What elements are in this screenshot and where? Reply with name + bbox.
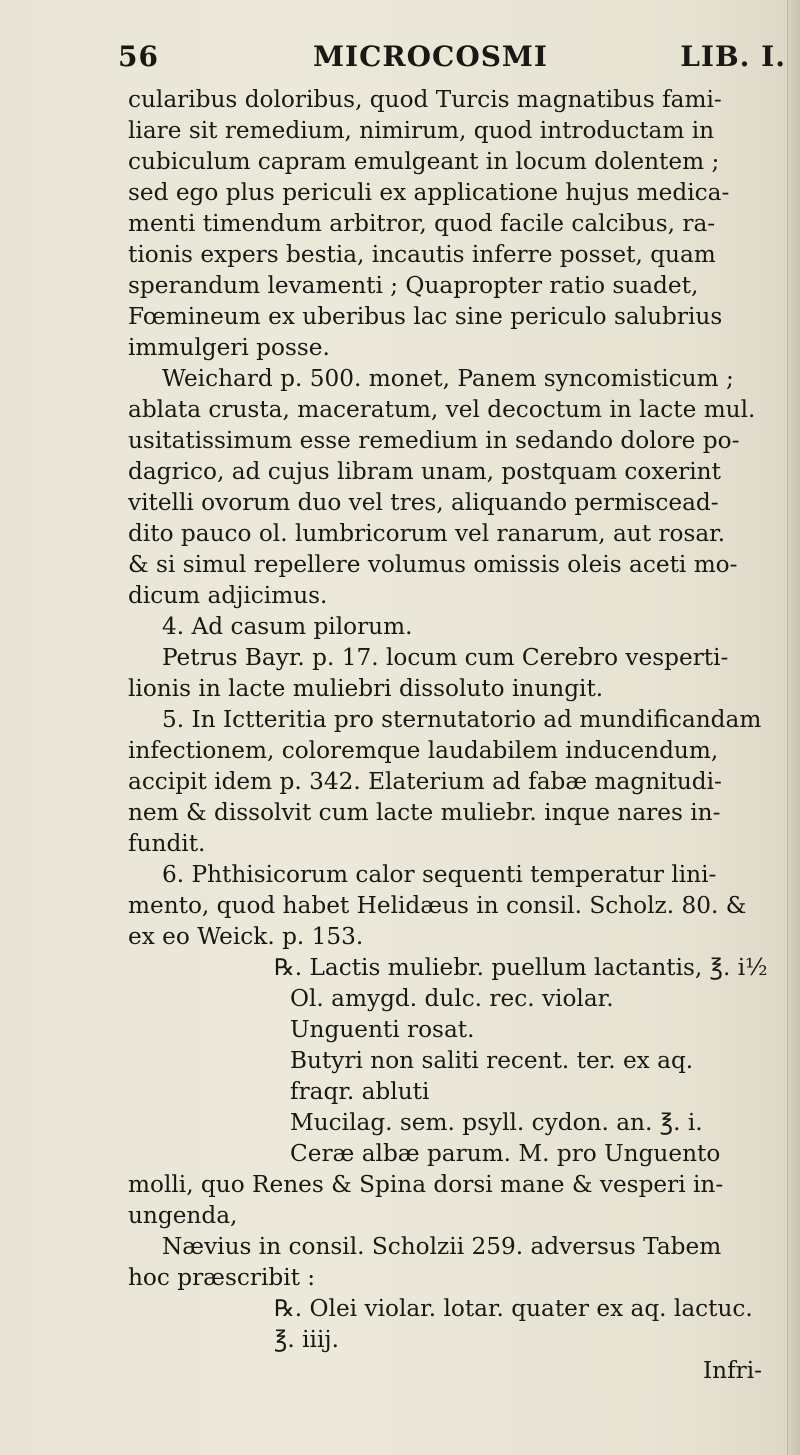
text-line: menti timendum arbitror, quod facile calcibus, ra-	[128, 210, 716, 237]
text-line: 5. In Ictteritia pro sternutatorio ad mundificandam	[162, 706, 762, 733]
text-line: usitatissimum esse remedium in sedando dolore po-	[128, 427, 740, 454]
text-line: accipit idem p. 342. Elaterium ad fabæ magnitudi-	[128, 768, 722, 795]
page-header	[118, 40, 790, 80]
text-line: sperandum levamenti ; Quapropter ratio suadet,	[128, 272, 699, 299]
recipe-line: fraqr. abluti	[290, 1078, 430, 1105]
text-line: mento, quod habet Helidæus in consil. Scholz. 80. &	[128, 892, 747, 919]
recipe-line: ℞. Lactis muliebr. puellum lactantis, ℥. i½	[274, 954, 768, 981]
text-line: liare sit remedium, nimirum, quod introductam in	[128, 117, 715, 144]
body-text	[128, 84, 790, 1386]
text-line: lionis in lacte muliebri dissoluto inungit.	[128, 675, 604, 702]
running-title: MICROCOSMI	[313, 40, 549, 73]
recipe-line: ℥. iiij.	[274, 1326, 339, 1353]
recipe-line: Mucilag. sem. psyll. cydon. an. ℥. i.	[290, 1109, 703, 1136]
section-heading: 4. Ad casum pilorum.	[162, 613, 413, 640]
text-line: Petrus Bayr. p. 17. locum cum Cerebro vesperti-	[162, 644, 729, 671]
text-line: ungenda,	[128, 1202, 238, 1229]
text-line: nem & dissolvit cum lacte muliebr. inque nares in-	[128, 799, 721, 826]
recipe-line: Unguenti rosat.	[290, 1016, 475, 1043]
recipe-line: Ol. amygd. dulc. rec. violar.	[290, 985, 614, 1012]
text-line: Fœmineum ex uberibus lac sine periculo salubrius	[128, 303, 723, 330]
page-number: 56	[118, 40, 159, 73]
text-line: dagrico, ad cujus libram unam, postquam coxerint	[128, 458, 721, 485]
recipe-line: ℞. Olei violar. lotar. quater ex aq. lactuc.	[274, 1295, 753, 1322]
text-line: Nævius in consil. Scholzii 259. adversus Tabem	[162, 1233, 722, 1260]
recipe-line: Butyri non saliti recent. ter. ex aq.	[290, 1047, 694, 1074]
text-line: molli, quo Renes & Spina dorsi mane & vesperi in-	[128, 1171, 724, 1198]
text-line: Weichard p. 500. monet, Panem syncomisticum ;	[162, 365, 734, 392]
recipe-line: Ceræ albæ parum. M. pro Unguento	[290, 1140, 721, 1167]
text-line: sed ego plus periculi ex applicatione hujus medica-	[128, 179, 730, 206]
catchword: Infri-	[702, 1357, 762, 1384]
text-line: ablata crusta, maceratum, vel decoctum in lacte mul.	[128, 396, 756, 423]
text-line: fundit.	[128, 830, 206, 857]
text-line: tionis expers bestia, incautis inferre posset, quam	[128, 241, 716, 268]
book-indicator: LIB. I.	[680, 40, 786, 73]
text-line: 6. Phthisicorum calor sequenti temperatur lini-	[162, 861, 717, 888]
text-line: dito pauco ol. lumbricorum vel ranarum, aut rosar.	[128, 520, 726, 547]
text-line: cubiculum capram emulgeant in locum dolentem ;	[128, 148, 720, 175]
text-line: immulgeri posse.	[128, 334, 330, 361]
text-line: dicum adjicimus.	[128, 582, 328, 609]
text-line: ex eo Weick. p. 153.	[128, 923, 364, 950]
text-line: vitelli ovorum duo vel tres, aliquando permiscead-	[128, 489, 719, 516]
text-line: & si simul repellere volumus omissis oleis aceti mo-	[128, 551, 738, 578]
text-line: cularibus doloribus, quod Turcis magnatibus fami-	[128, 86, 722, 113]
text-line: hoc præscribit :	[128, 1264, 316, 1291]
text-line: infectionem, coloremque laudabilem inducendum,	[128, 737, 719, 764]
